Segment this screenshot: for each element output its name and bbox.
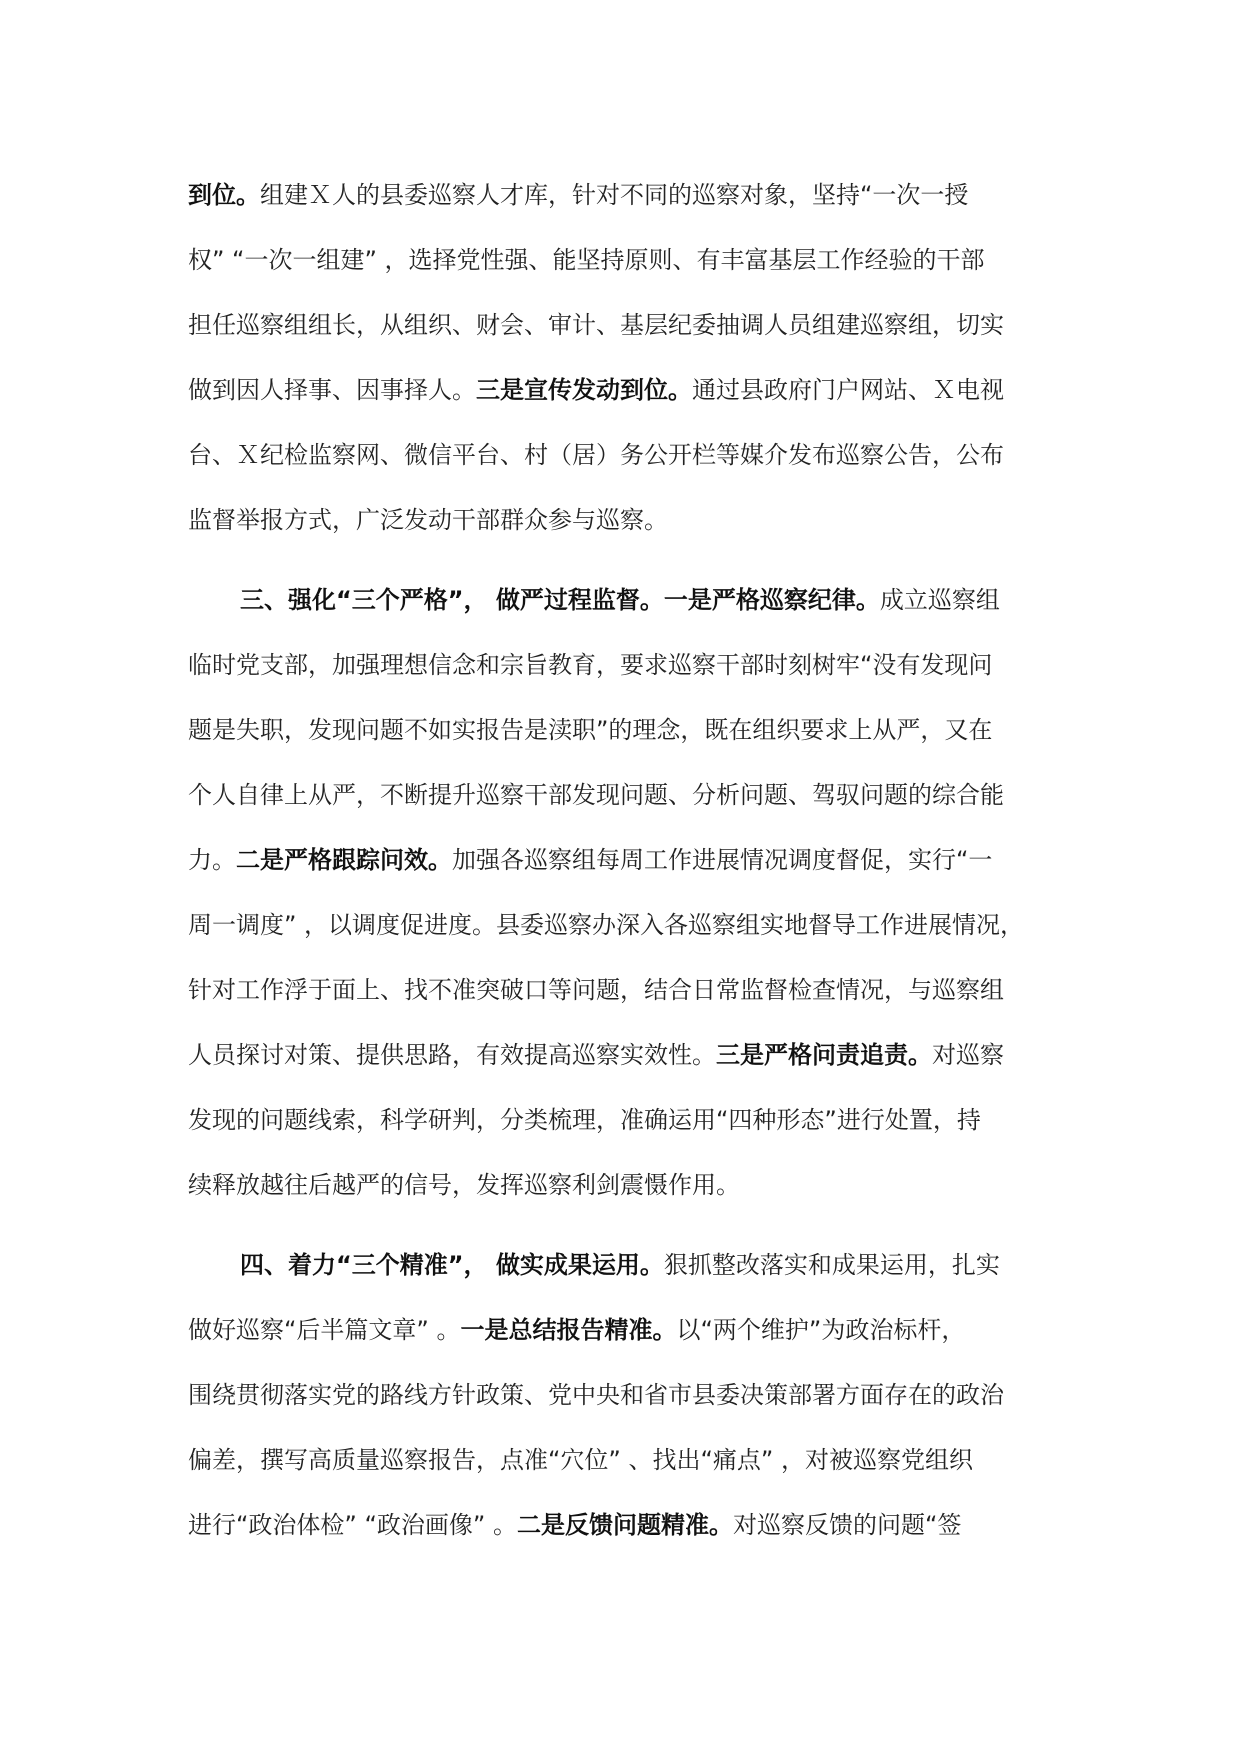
bold-phrase: 一是严格巡察纪律。 xyxy=(663,586,880,614)
bold-phrase: 三是严格问责追责。 xyxy=(716,1041,932,1069)
text-line xyxy=(188,1493,1076,1558)
text-run: 组建Ｘ人的县委巡察人才库，针对不同的巡察对象，坚持“一次一授 xyxy=(260,181,969,209)
text-run: 对巡察 xyxy=(932,1041,1004,1069)
text-run: 临时党支部，加强理想信念和宗旨教育，要求巡察干部时刻树牢“没有发现问 xyxy=(188,651,993,679)
text-line xyxy=(188,423,1076,488)
text-line xyxy=(188,1428,1076,1493)
text-line xyxy=(188,1233,1076,1298)
text-run: 成立巡察组 xyxy=(879,586,1000,614)
text-run: 个人自律上从严，不断提升巡察干部发现问题、分析问题、驾驭问题的综合能 xyxy=(188,781,1004,809)
text-line xyxy=(188,1153,1076,1218)
text-line xyxy=(188,633,1076,698)
text-run: 台、Ｘ纪检监察网、微信平台、村（居）务公开栏等媒介发布巡察公告，公布 xyxy=(188,441,1004,469)
bold-phrase: 二是反馈问题精准。 xyxy=(517,1511,733,1539)
text-run: 做到因人择事、因事择人。 xyxy=(188,376,476,404)
bold-phrase: 二是严格跟踪问效。 xyxy=(236,846,452,874)
text-line xyxy=(188,763,1076,828)
text-run: 围绕贯彻落实党的路线方针政策、党中央和省市县委决策部署方面存在的政治 xyxy=(188,1381,1004,1409)
bold-phrase: 一是总结报告精准。 xyxy=(460,1316,677,1344)
text-line xyxy=(188,828,1076,893)
text-run: 加强各巡察组每周工作进展情况调度督促，实行“一 xyxy=(452,846,993,874)
text-run: 针对工作浮于面上、找不准突破口等问题，结合日常监督检查情况，与巡察组 xyxy=(188,976,1004,1004)
text-line xyxy=(188,893,1076,958)
text-line xyxy=(188,698,1076,763)
text-run: 发现的问题线索，科学研判，分类梳理，准确运用“四种形态”进行处置，持 xyxy=(188,1106,981,1134)
bold-phrase: 三是宣传发动到位。 xyxy=(476,376,692,404)
document-body xyxy=(188,163,1076,1558)
text-run: 狠抓整改落实和成果运用，扎实 xyxy=(663,1251,1000,1279)
text-run: 力。 xyxy=(188,846,236,874)
paragraph-section-three xyxy=(188,568,1076,1218)
text-run: 以“两个维护”为政治标杆， xyxy=(676,1316,966,1344)
text-line xyxy=(188,358,1076,423)
section-heading: 三、强化“三个严格”， 做严过程监督。 xyxy=(240,586,664,614)
text-run: 对巡察反馈的问题“签 xyxy=(733,1511,962,1539)
text-line xyxy=(188,1088,1076,1153)
text-line xyxy=(188,1363,1076,1428)
text-line xyxy=(188,293,1076,358)
text-run: 担任巡察组组长，从组织、财会、审计、基层纪委抽调人员组建巡察组，切实 xyxy=(188,311,1004,339)
text-line xyxy=(188,1298,1076,1363)
text-line xyxy=(188,958,1076,1023)
text-run: 权” “一次一组建” ，选择党性强、能坚持原则、有丰富基层工作经验的干部 xyxy=(188,246,985,274)
paragraph-1 xyxy=(188,163,1076,553)
bold-phrase: 到位。 xyxy=(188,181,260,209)
text-run: 题是失职，发现问题不如实报告是渎职”的理念，既在组织要求上从严，又在 xyxy=(188,716,993,744)
paragraph-section-four xyxy=(188,1233,1076,1558)
text-line xyxy=(188,488,1076,553)
text-run: 通过县政府门户网站、Ｘ电视 xyxy=(692,376,1004,404)
section-heading: 四、着力“三个精准”， 做实成果运用。 xyxy=(240,1251,664,1279)
text-run: 人员探讨对策、提供思路，有效提高巡察实效性。 xyxy=(188,1041,716,1069)
text-line xyxy=(188,163,1076,228)
text-run: 做好巡察“后半篇文章” 。 xyxy=(188,1316,461,1344)
text-run: 监督举报方式，广泛发动干部群众参与巡察。 xyxy=(188,506,668,534)
text-run: 偏差，撰写高质量巡察报告，点准“穴位” 、找出“痛点” ，对被巡察党组织 xyxy=(188,1446,973,1474)
text-run: 进行“政治体检” “政治画像” 。 xyxy=(188,1511,517,1539)
text-line xyxy=(188,228,1076,293)
text-run: 续释放越往后越严的信号，发挥巡察利剑震慑作用。 xyxy=(188,1171,740,1199)
text-run: 周一调度” ，以调度促进度。县委巡察办深入各巡察组实地督导工作进展情况， xyxy=(188,911,1025,939)
text-line xyxy=(188,568,1076,633)
text-line xyxy=(188,1023,1076,1088)
